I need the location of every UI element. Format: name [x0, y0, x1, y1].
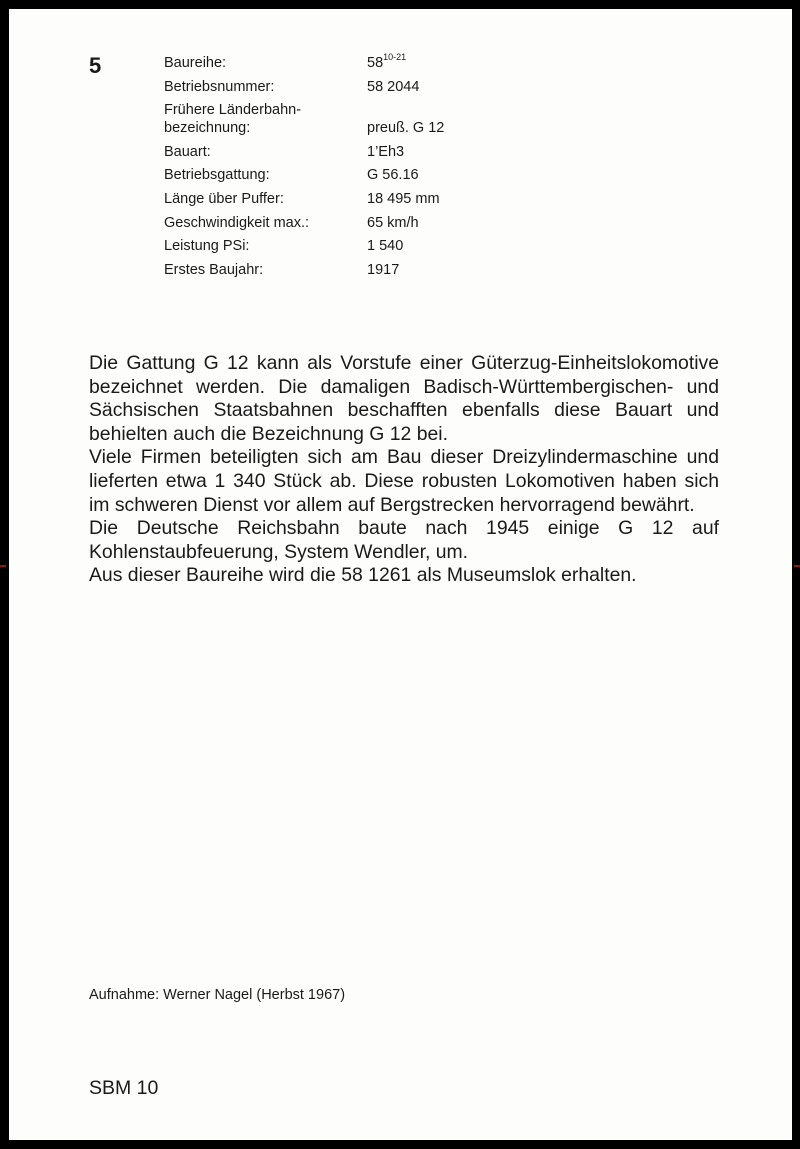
spec-value-main: 58: [367, 55, 384, 71]
description-text: [89, 352, 719, 588]
spec-label: Baureihe:: [164, 55, 227, 71]
description-paragraph: Die Deutsche Reichsbahn baute nach 1945 einige G 12 auf Kohlenstaubfeuerung, System Wendler, um.: [89, 517, 719, 563]
spec-label: Länge über Puffer:: [164, 190, 284, 207]
spec-label: Geschwindigkeit max.:: [164, 214, 310, 231]
spec-label: Frühere Länderbahn- bezeichnung:: [164, 102, 302, 137]
spec-row-bauart: [164, 143, 504, 161]
spec-row-laenderbahn: [164, 101, 504, 137]
series-code: SBM 10: [89, 1077, 159, 1099]
description-paragraph: Die Gattung G 12 kann als Vorstufe einer Güterzug-Einheitslokomotive bezeichnet werden. Die damaligen Badisch-Württembergischen- und Sächsischen Staatsbahnen beschafften ebenfalls diese Bauart und behielten auch die Bezeichnung G 12 bei.: [89, 352, 719, 445]
spec-label: Leistung PSi:: [164, 238, 250, 255]
spec-value: 18 495 mm: [367, 190, 440, 207]
spec-table: [164, 54, 504, 284]
spec-value: [367, 54, 504, 72]
spec-value: 1917: [367, 261, 400, 278]
spec-label: Erstes Baujahr:: [164, 261, 264, 278]
spec-row-geschwindigkeit: [164, 214, 504, 232]
spec-row-betriebsgattung: [164, 166, 504, 184]
description-paragraph: Viele Firmen beteiligten sich am Bau dieser Dreizylindermaschine und lieferten etwa 1 340 Stück ab. Diese robusten Lokomotiven haben sich im schweren Dienst vor allem auf Bergstrecken hervorragend bewährt.: [89, 446, 719, 516]
spec-value-superscript: 10-21: [383, 52, 407, 63]
postcard-back: [9, 9, 792, 1140]
spec-row-betriebsnummer: [164, 78, 504, 96]
card-number: 5: [89, 53, 102, 78]
spec-value: 1 540: [367, 238, 404, 255]
spec-value: G 56.16: [367, 167, 419, 184]
spec-row-laenge: [164, 190, 504, 208]
photo-credit: Aufnahme: Werner Nagel (Herbst 1967): [89, 987, 346, 1003]
spec-value: 58 2044: [367, 78, 420, 95]
spec-label: Bauart:: [164, 143, 211, 160]
spec-label: Betriebsnummer:: [164, 78, 275, 95]
spec-row-leistung: [164, 237, 504, 255]
spec-value: 1’Eh3: [367, 143, 405, 160]
spec-row-baureihe: [164, 54, 504, 72]
spec-row-baujahr: [164, 261, 504, 279]
edge-mark-left: [0, 565, 6, 567]
spec-label: Betriebsgattung:: [164, 167, 270, 184]
spec-value: 65 km/h: [367, 214, 419, 231]
edge-mark-right: [794, 565, 800, 567]
spec-value: preuß. G 12: [367, 120, 445, 137]
description-paragraph: Aus dieser Baureihe wird die 58 1261 als Museumslok erhalten.: [89, 564, 637, 587]
